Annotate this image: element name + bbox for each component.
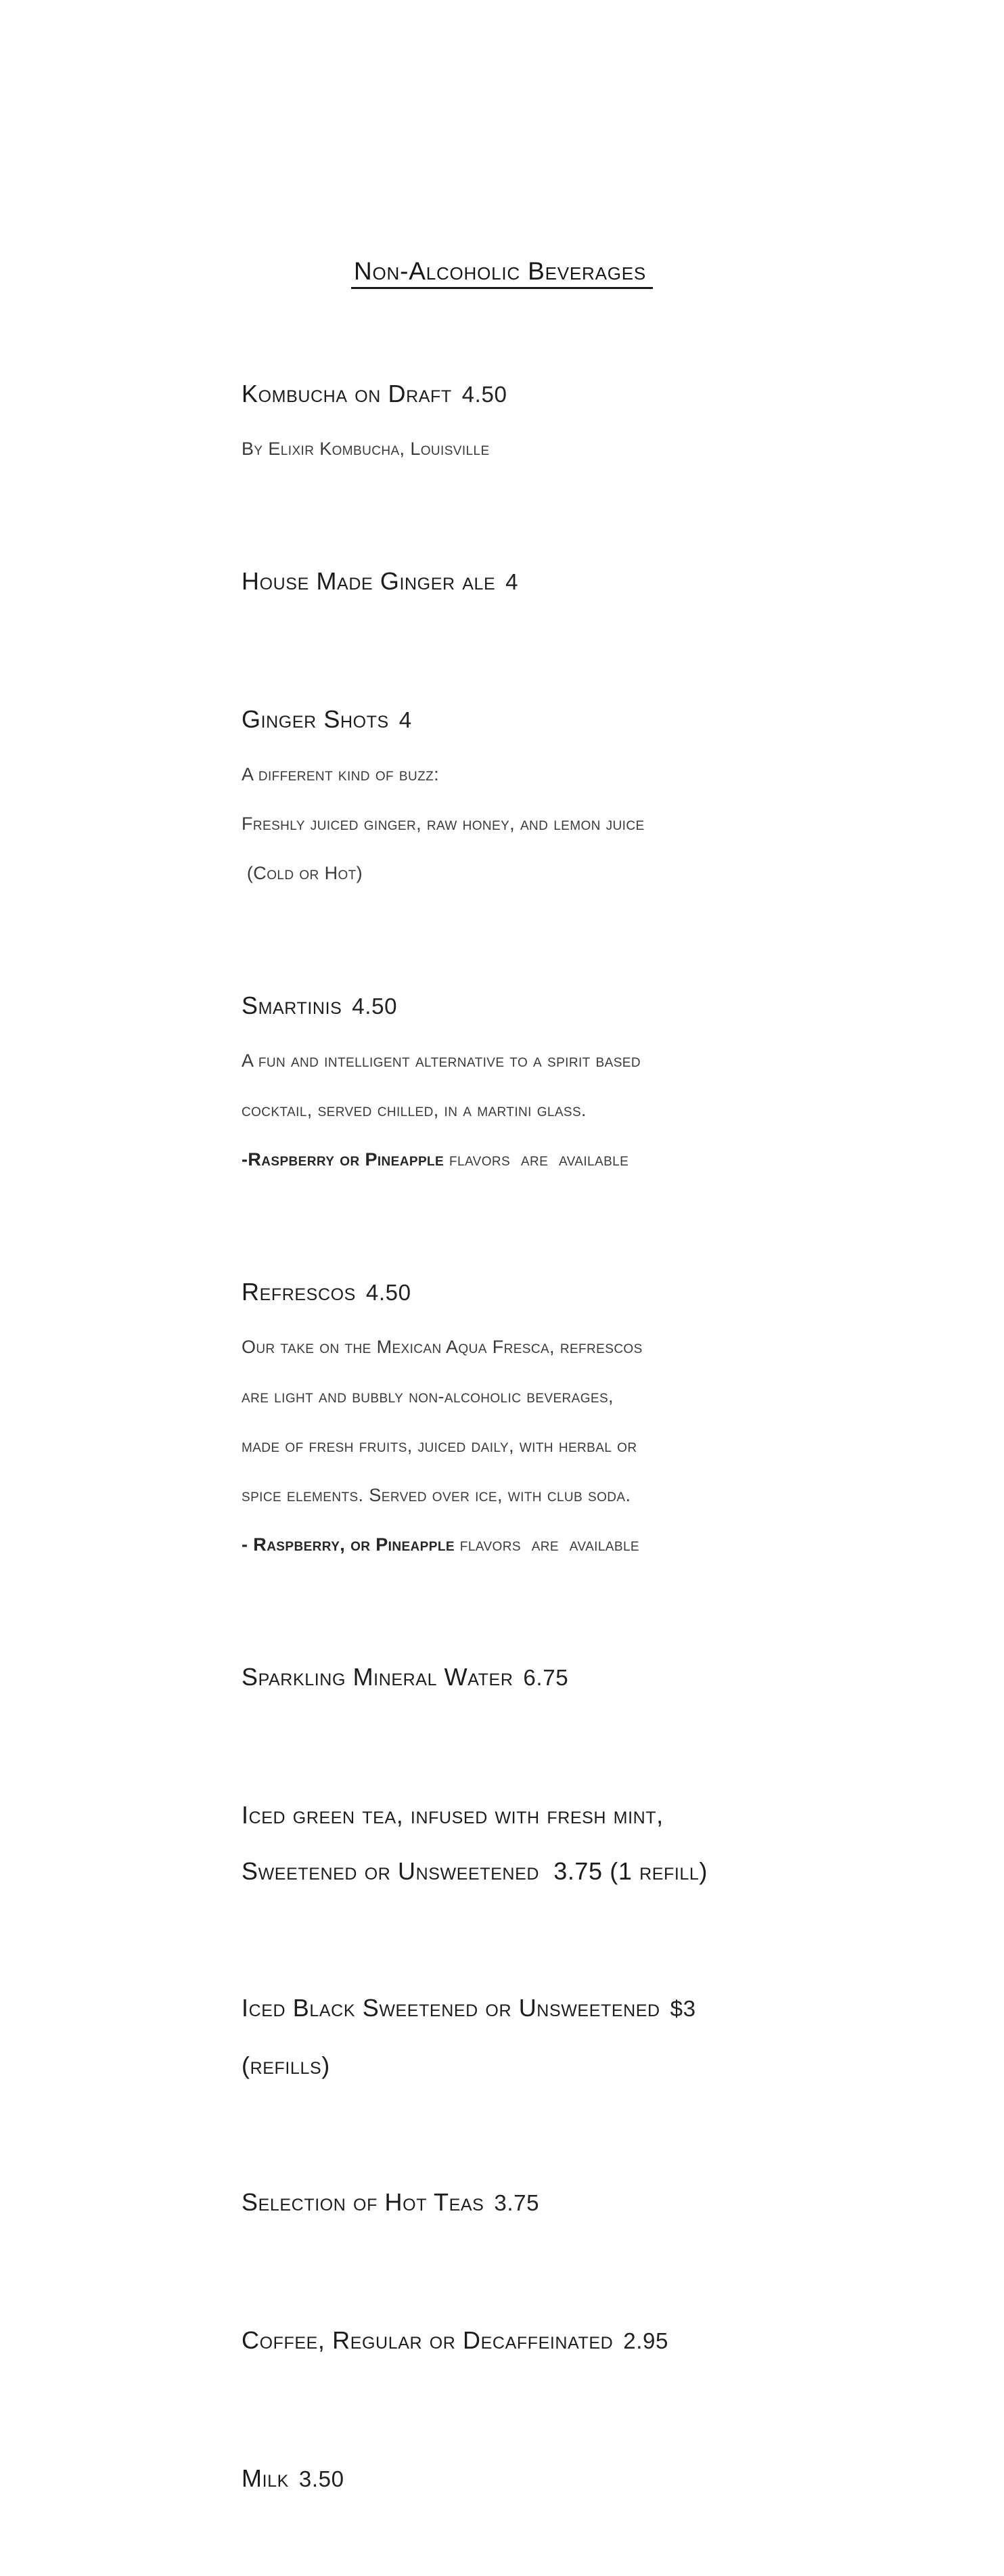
- item-heading: [242, 703, 769, 736]
- item-heading: [242, 1661, 769, 1694]
- item-heading: [242, 990, 769, 1023]
- item-desc-line: Our take on the Mexican Aqua Fresca, refrescos: [242, 1337, 643, 1357]
- item-heading: [242, 565, 769, 598]
- flavor-names-bold: -Raspberry or Pineapple: [242, 1149, 444, 1170]
- item-name: Refrescos: [242, 1278, 356, 1306]
- menu-item-kombucha: [242, 353, 769, 485]
- item-price: 4.50: [365, 1281, 411, 1306]
- item-price: 6.75: [523, 1666, 569, 1691]
- flavor-availability-text: flavors are available: [444, 1149, 629, 1170]
- page-title: Non-Alcoholic Beverages: [351, 257, 653, 289]
- item-name: House Made Ginger ale: [242, 567, 496, 595]
- item-desc-line: spice elements. Served over ice, with club soda.: [242, 1485, 631, 1505]
- item-heading: [242, 2462, 769, 2495]
- item-heading: [242, 1992, 769, 2025]
- item-heading: [242, 1276, 769, 1309]
- item-desc-line: A fun and intelligent alternative to a spirit based: [242, 1050, 641, 1071]
- item-heading: [242, 2186, 769, 2219]
- item-desc-line: Freshly juiced ginger, raw honey, and lemon juice: [242, 814, 645, 834]
- item-desc-line: A different kind of buzz:: [242, 764, 440, 784]
- item-name: Smartinis: [242, 992, 342, 1019]
- item-name: Ginger Shots: [242, 705, 389, 733]
- item-heading-line2: (refills): [242, 2051, 330, 2079]
- item-heading-line2: Sweetened or Unsweetened 3.75 (1 refill): [242, 1857, 708, 1885]
- menu-list: [242, 317, 769, 2576]
- menu-item-milk: [242, 2438, 769, 2520]
- menu-item-hot-teas: [242, 2162, 769, 2244]
- item-desc-line: made of fresh fruits, juiced daily, with herbal or: [242, 1436, 637, 1456]
- title-row: [0, 257, 1004, 289]
- item-price: 3.75: [494, 2191, 540, 2216]
- item-price: 4: [398, 708, 412, 733]
- item-name: Iced green tea, infused with fresh mint,: [242, 1801, 664, 1829]
- item-desc-line: (Cold or Hot): [242, 863, 363, 883]
- item-name: Kombucha on Draft: [242, 380, 452, 407]
- item-name: Milk: [242, 2464, 289, 2492]
- menu-item-iced-green-tea: [242, 1775, 769, 1911]
- item-flavors-line: [242, 1148, 769, 1171]
- menu-item-refrescos: [242, 1251, 769, 1580]
- item-price: 3.50: [298, 2467, 344, 2492]
- item-price: 4.50: [461, 382, 507, 407]
- item-desc-line: cocktail, served chilled, in a martini glass.: [242, 1100, 587, 1120]
- item-heading: [242, 378, 769, 411]
- menu-item-ginger-shots: [242, 679, 769, 909]
- item-price: 2.95: [623, 2329, 669, 2354]
- item-name: Selection of Hot Teas: [242, 2188, 484, 2216]
- flavor-availability-text: flavors are available: [454, 1534, 639, 1555]
- item-desc-line: By Elixir Kombucha, Louisville: [242, 439, 490, 459]
- menu-item-coffee: [242, 2300, 769, 2382]
- item-name: Iced Black Sweetened or Unsweetened: [242, 1994, 660, 2022]
- item-heading: [242, 1799, 769, 1831]
- menu-item-iced-black-tea: [242, 1968, 769, 2106]
- item-price: $3: [670, 1997, 696, 2022]
- item-price: 4.50: [352, 994, 398, 1019]
- item-price: 4: [505, 570, 519, 595]
- menu-item-smartinis: [242, 965, 769, 1195]
- flavor-names-bold: - Raspberry, or Pineapple: [242, 1534, 455, 1555]
- item-name: Sparkling Mineral Water: [242, 1663, 514, 1691]
- item-desc-line: are light and bubbly non-alcoholic beverages,: [242, 1386, 614, 1406]
- item-heading: [242, 2324, 769, 2357]
- item-name: Coffee, Regular or Decaffeinated: [242, 2326, 614, 2354]
- item-flavors-line: [242, 1533, 769, 1556]
- menu-item-ginger-ale: [242, 541, 769, 623]
- menu-item-mineral-water: [242, 1637, 769, 1718]
